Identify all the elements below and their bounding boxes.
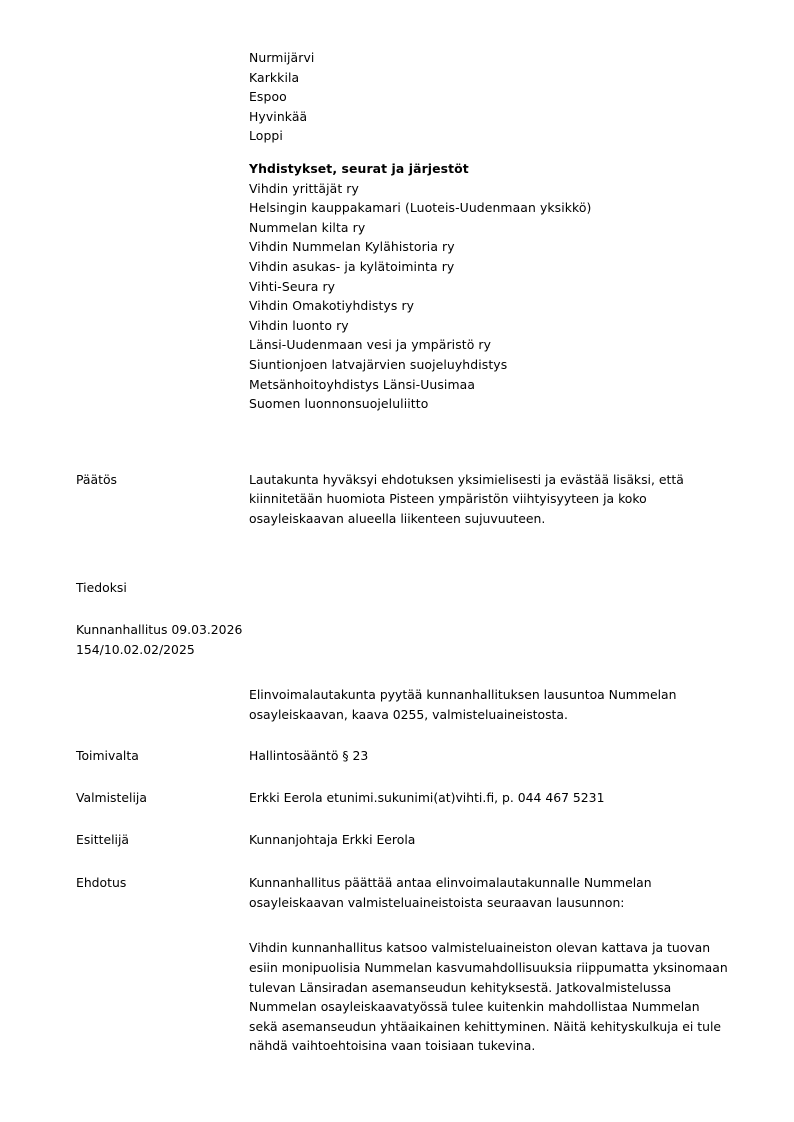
spacer — [76, 528, 730, 554]
proposal-row — [76, 873, 730, 1056]
list-item: Nurmijärvi — [249, 50, 315, 65]
presenter-label: Esittelijä — [76, 831, 129, 847]
decision-label: Päätös — [76, 471, 117, 487]
decision-row — [76, 470, 730, 529]
register-line-2: 154/10.02.02/2025 — [76, 641, 195, 657]
spacer — [76, 414, 730, 448]
proposal-body — [249, 873, 730, 1056]
list-item: Karkkila — [249, 69, 300, 85]
associations-heading: Yhdistykset, seurat ja järjestöt — [249, 160, 469, 176]
list-item: Siuntionjoen latvajärvien suojeluyhdistys — [249, 356, 508, 372]
list-item: Suomen luonnonsuojeluliitto — [249, 396, 429, 412]
list-item: Espoo — [249, 89, 287, 105]
list-item: Vihdin luonto ry — [249, 317, 349, 333]
spacer — [249, 146, 730, 159]
list-item: Vihti-Seura ry — [249, 278, 336, 294]
intro-text: Elinvoimalautakunta pyytää kunnanhallituksen lausuntoa Nummelan osayleiskaavan, kaava 0255, valmisteluaineistosta. — [249, 687, 677, 722]
list-item: Vihdin yrittäjät ry — [249, 180, 359, 196]
authority-row — [76, 746, 730, 766]
presenter-row — [76, 830, 730, 850]
list-item: Vihdin Nummelan Kylähistoria ry — [249, 239, 455, 255]
municipality-list — [249, 48, 730, 414]
list-item: Loppi — [249, 128, 283, 144]
list-item: Metsänhoitoyhdistys Länsi-Uusimaa — [249, 376, 476, 392]
proposal-label: Ehdotus — [76, 875, 127, 891]
list-item: Helsingin kauppakamari (Luoteis-Uudenmaan yksikkö) — [249, 200, 592, 216]
preparer-label: Valmistelija — [76, 790, 147, 806]
preparer-row — [76, 788, 730, 808]
presenter-text: Kunnanjohtaja Erkki Eerola — [249, 831, 416, 847]
list-item: Hyvinkää — [249, 108, 308, 124]
decision-text: Lautakunta hyväksyi ehdotuksen yksimielisesti ja evästää lisäksi, että kiinnitetään huomiota Pisteen ympäristön viihtyisyyteen ja koko osayleiskaavan alueella liikenteen sujuvuuteen. — [249, 471, 684, 526]
authority-label: Toimivalta — [76, 748, 139, 764]
tiedoksi-label: Tiedoksi — [76, 580, 127, 596]
intro-row — [76, 685, 730, 724]
proposal-paragraph-2: Vihdin kunnanhallitus katsoo valmisteluaineiston olevan kattava ja tuovan esiin monipuolisia Nummelan kasvumahdollisuuksia riippumatta yksinomaan tulevan Länsiradan asemanseudun kehityksestä. Jatkovalmistelussa Nummelan osayleiskaavatyössä tulee kuitenkin mahdollistaa Nummelan sekä asemanseudun yhtäaikainen kehittyminen. Näitä kehityskulkuja ei tule nähdä vaihtoehtoisina vaan toisiaan tukevina. — [249, 940, 728, 1054]
list-item: Länsi-Uudenmaan vesi ja ympäristö ry — [249, 337, 492, 353]
list-item: Vihdin asukas- ja kylätoiminta ry — [249, 258, 455, 274]
authority-text: Hallintosääntö § 23 — [249, 748, 369, 764]
preparer-text: Erkki Eerola etunimi.sukunimi(at)vihti.fi, p. 044 467 5231 — [249, 790, 605, 806]
proposal-paragraph-1: Kunnanhallitus päättää antaa elinvoimalautakunnalle Nummelan osayleiskaavan valmisteluaineistoista seuraavan lausunnon: — [249, 875, 652, 910]
register-line-1: Kunnanhallitus 09.03.2026 — [76, 622, 243, 638]
associations-list — [249, 179, 730, 414]
list-item: Vihdin Omakotiyhdistys ry — [249, 298, 415, 314]
list-item: Nummelan kilta ry — [249, 219, 366, 235]
